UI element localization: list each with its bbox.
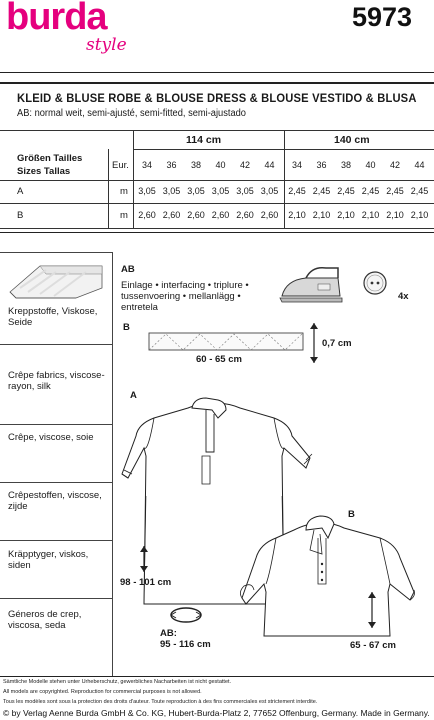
size-header-114: 42 [239,160,250,170]
size-system: Eur. [112,160,129,171]
yardage-cell: 2,10 [410,210,429,220]
width-140-header: 140 cm [334,134,370,146]
tape-length: 60 - 65 cm [196,354,242,365]
footer-copyright-de: Sämtliche Modelle stehen unter Urheberschutz, gewerbliches Nacharbeiten ist nicht gestattet. [3,679,232,685]
fabric-en: Crêpe fabrics, viscose-rayon, silk [8,370,105,392]
size-header-114: 40 [215,160,226,170]
tape-width: 0,7 cm [322,338,352,349]
header-rule [0,72,434,73]
size-header-140: 34 [291,160,302,170]
length-a-arrow-icon [138,544,150,574]
footer-publisher: © by Verlag Aenne Burda GmbH & Co. KG, Hubert-Burda-Platz 2, 77652 Offenburg, Germany. Made in Germany. [3,708,430,718]
size-header-114: 36 [166,160,177,170]
yardage-cell: 2,10 [361,210,380,220]
yardage-cell: 3,05 [211,186,230,196]
fit-description: AB: normal weit, semi-ajusté, semi-fitted, semi-ajustado [17,108,246,119]
fabric-de: Kreppstoffe, Viskose, Seide [8,306,98,328]
view-a-label: A [130,390,137,401]
yardage-cell: 2,45 [410,186,429,196]
row-a-rule [0,203,434,204]
size-label-2: Sizes Tallas [17,166,71,177]
size-header-140: 42 [389,160,400,170]
fabric-fr: Crêpe, viscose, soie [8,432,94,443]
interfacing-text-1: Einlage • interfacing • triplure • [121,280,249,291]
size-header-114: 38 [190,160,201,170]
button-icon [362,270,388,296]
buttons-count: 4x [398,291,409,302]
length-b: 65 - 67 cm [350,640,396,651]
footer-copyright-fr: Tous les modèles sont sous la protection des droits d'auteur. Toute reproduction à des fins commerciales est strictement interdite. [3,699,318,705]
size-header-140: 40 [365,160,376,170]
yardage-cell: 2,10 [288,210,306,220]
table-vline [133,130,134,228]
row-b-unit: m [120,210,128,221]
yardage-cell: 3,05 [138,186,156,196]
page-title: KLEID & BLUSE ROBE & BLOUSE DRESS & BLOUSE VESTIDO & BLUSA [17,91,417,105]
pattern-number: 5973 [352,2,413,32]
interfacing-text-3: entretela [121,302,158,313]
table-top-rule [0,130,434,131]
table-bottom-rule [0,228,434,229]
yardage-cell: 2,45 [337,186,355,196]
fabric-panel-divider [112,252,113,676]
yardage-cell: 2,45 [312,186,331,196]
yardage-cell: 2,10 [337,210,355,220]
yardage-cell: 2,60 [211,210,230,220]
size-row-rule [0,180,434,181]
footer-copyright-en: All models are copyrighted. Reproduction for commercial purposes is not allowed. [3,689,202,695]
yardage-cell: 3,05 [236,186,254,196]
iron-icon [278,262,344,304]
fabric-panel-top [0,252,112,253]
size-header-140: 44 [414,160,425,170]
footer-rule [0,676,434,677]
hem-width: 95 - 116 cm [160,639,211,650]
fabric-sep [0,482,112,483]
size-header-114: 44 [264,160,275,170]
yardage-cell: 2,10 [312,210,331,220]
notions-b-label: B [123,322,130,333]
width-114-header: 114 cm [186,134,222,146]
yardage-cell: 2,45 [361,186,380,196]
table-vline [108,149,109,228]
yardage-cell: 2,60 [187,210,205,220]
yardage-cell: 3,05 [187,186,205,196]
bias-tape-icon [148,332,304,352]
fabric-swatch-icon [6,258,106,302]
yardage-cell: 3,05 [162,186,181,196]
length-b-arrow-icon [366,590,378,630]
yardage-cell: 2,60 [162,210,181,220]
notions-ab-label: AB [121,264,135,275]
brand-logo-sub: style [86,35,127,55]
yardage-cell: 2,10 [386,210,404,220]
length-a: 98 - 101 cm [120,577,172,588]
fabric-nl: Crêpestoffen, viscose, zijde [8,490,102,512]
interfacing-text-2: tussenvoering • mellanlägg • [121,291,241,302]
fabric-sep [0,598,112,599]
yardage-cell: 2,45 [288,186,306,196]
fabric-sv: Kräpptyger, viskos, siden [8,549,89,571]
row-a-unit: m [120,186,128,197]
size-header-114: 34 [141,160,152,170]
table-vline [284,130,285,228]
section-rule [0,232,434,233]
fabric-sep [0,540,112,541]
size-header-140: 36 [316,160,327,170]
size-label: Größen Tailles [17,153,83,164]
tape-width-arrow-icon [308,321,320,365]
yardage-cell: 2,45 [386,186,404,196]
yardage-cell: 2,60 [260,210,279,220]
title-rule [0,82,434,84]
fabric-es: Géneros de crep, viscosa, seda [8,609,82,631]
brand-logo: burda [6,0,107,38]
row-b-label: B [17,210,24,221]
fabric-sep [0,424,112,425]
yardage-cell: 2,60 [236,210,254,220]
hem-label: AB: [160,628,177,639]
size-header-140: 38 [340,160,351,170]
view-b-label: B [348,509,355,520]
yardage-cell: 2,60 [138,210,156,220]
fabric-sep [0,344,112,345]
yardage-cell: 3,05 [260,186,279,196]
row-a-label: A [17,186,24,197]
hem-width-icon [168,604,204,626]
blouse-b-illustration [240,514,418,640]
